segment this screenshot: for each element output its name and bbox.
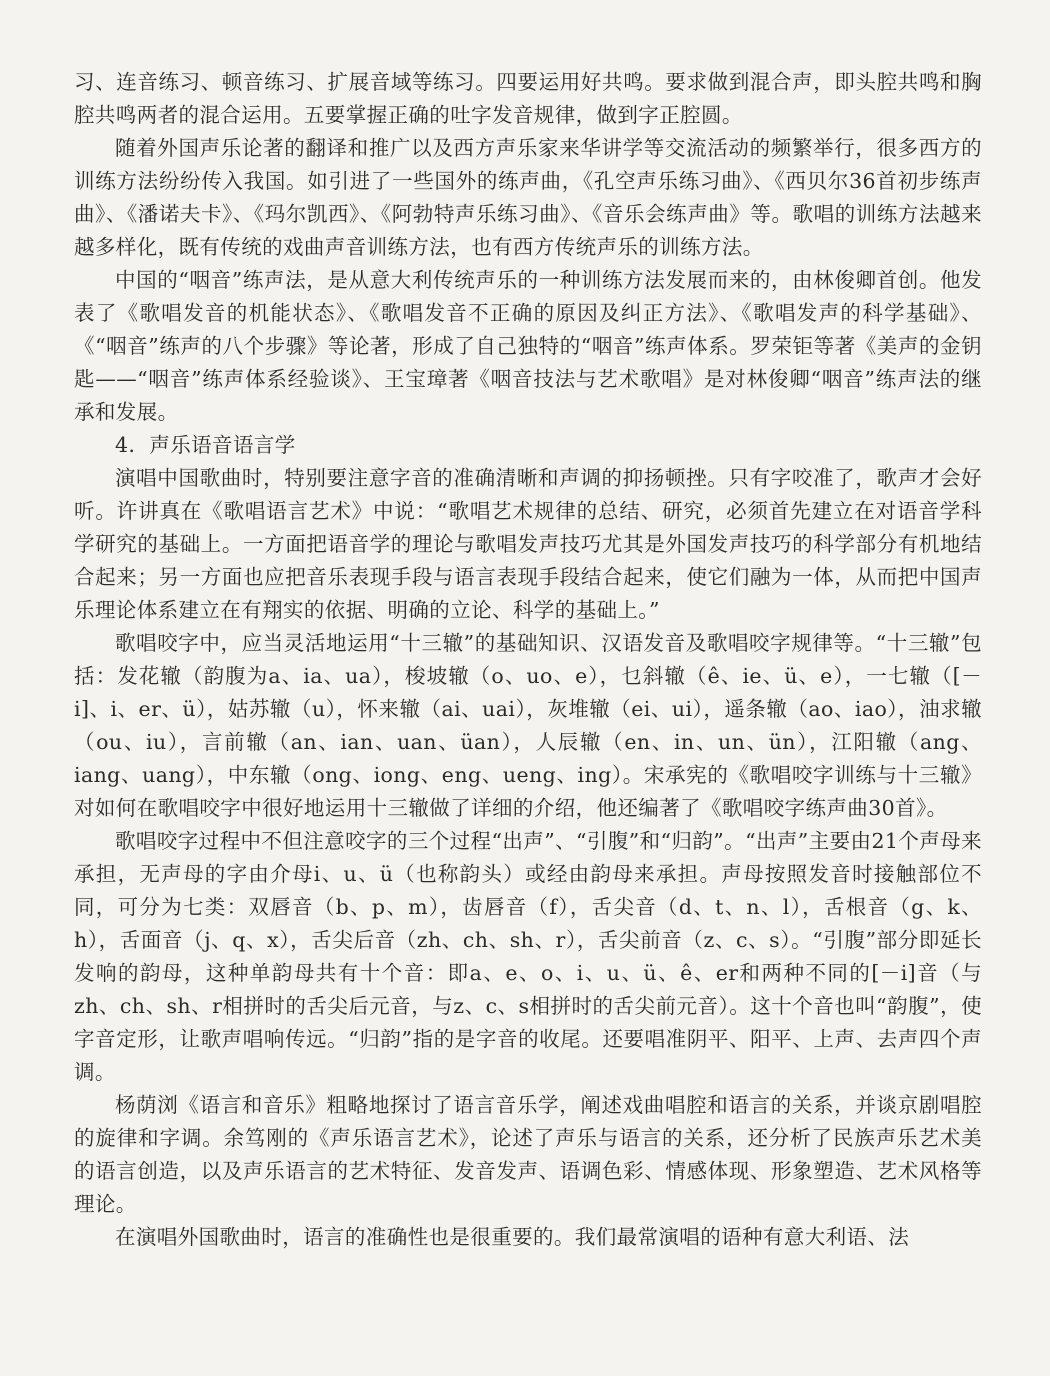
paragraph-chinese-songs: 演唱中国歌曲时，特别要注意字音的准确清晰和声调的抑扬顿挫。只有字咬准了，歌声才会好听。许讲真在《歌唱语言艺术》中说：“歌唱艺术规律的总结、研究，必须首先建立在对语音学科学研究的基础上。一方面把语音学的理论与歌唱发声技巧尤其是外国发声技巧的科学部分有机地结合起来；另一方面也应把音乐表现手段与语言表现手段结合起来，使它们融为一体，从而把中国声乐理论体系建立在有翔实的依据、明确的立论、科学的基础上。”: [74, 466, 982, 622]
section-heading: 4．声乐语音语言学: [115, 433, 296, 457]
paragraph-foreign-songs: 在演唱外国歌曲时，语言的准确性也是很重要的。我们最常演唱的语种有意大利语、法: [115, 1225, 910, 1249]
paragraph-western-methods: 随着外国声乐论著的翻译和推广以及西方声乐家来华讲学等交流活动的频繁举行，很多西方的训练方法纷纷传入我国。如引进了一些国外的练声曲，《孔空声乐练习曲》、《西贝尔36首初步练声曲》、《潘诺夫卡》、《玛尔凯西》、《阿勃特声乐练习曲》、《音乐会练声曲》等。歌唱的训练方法越来越多样化，既有传统的戏曲声音训练方法，也有西方传统声乐的训练方法。: [74, 136, 982, 259]
body-text: [74, 66, 982, 1254]
paragraph-language-music: 杨荫浏《语言和音乐》粗略地探讨了语言音乐学，阐述戏曲唱腔和语言的关系，并谈京剧唱腔的旋律和字调。余笃刚的《声乐语言艺术》，论述了声乐与语言的关系，还分析了民族声乐艺术美的语言创造，以及声乐语言的艺术特征、发音发声、语调色彩、情感体现、形象塑造、艺术风格等理论。: [74, 1093, 982, 1216]
paragraph-pharyngeal-method: 中国的“咽音”练声法，是从意大利传统声乐的一种训练方法发展而来的，由林俊卿首创。他发表了《歌唱发音的机能状态》、《歌唱发音不正确的原因及纠正方法》、《歌唱发声的科学基础》、《“咽音”练声的八个步骤》等论著，形成了自己独特的“咽音”练声体系。罗荣钜等著《美声的金钥匙——“咽音”练声体系经验谈》、王宝璋著《咽音技法与艺术歌唱》是对林俊卿“咽音”练声法的继承和发展。: [74, 268, 982, 424]
paragraph-articulation-process: 歌唱咬字过程中不但注意咬字的三个过程“出声”、“引腹”和“归韵”。“出声”主要由21个声母来承担，无声母的字由介母i、u、ü（也称韵头）或经由韵母来承担。声母按照发音时接触部位不同，可分为七类：双唇音（b、p、m），齿唇音（f），舌尖音（d、t、n、l），舌根音（g、k、h），舌面音（j、q、x），舌尖后音（zh、ch、sh、r），舌尖前音（z、c、s）。“引腹”部分即延长发响的韵母，这种单韵母共有十个音：即a、e、o、i、u、ü、ê、er和两种不同的[－i]音（与zh、ch、sh、r相拼时的舌尖后元音，与z、c、s相拼时的舌尖前元音）。这十个音也叫“韵腹”，使字音定形，让歌声唱响传远。“归韵”指的是字音的收尾。还要唱准阴平、阳平、上声、去声四个声调。: [74, 829, 983, 1084]
paragraph-thirteen-rhymes: 歌唱咬字中，应当灵活地运用“十三辙”的基础知识、汉语发音及歌唱咬字规律等。“十三辙”包括：发花辙（韵腹为a、ia、ua），梭坡辙（o、uo、e），乜斜辙（ê、ie、ü、e），一七辙（[－i]、i、er、ü），姑苏辙（u），怀来辙（ai、uai），灰堆辙（ei、ui），遥条辙（ao、iao），油求辙（ou、iu），言前辙（an、ian、uan、üan），人辰辙（en、in、un、ün），江阳辙（ang、iang、uang），中东辙（ong、iong、eng、ueng、ing）。宋承宪的《歌唱咬字训练与十三辙》对如何在歌唱咬字中很好地运用十三辙做了详细的介绍，他还编著了《歌唱咬字练声曲30首》。: [74, 631, 982, 820]
paragraph-continuation: 习、连音练习、顿音练习、扩展音域等练习。四要运用好共鸣。要求做到混合声，即头腔共鸣和胸腔共鸣两者的混合运用。五要掌握正确的吐字发音规律，做到字正腔圆。: [74, 70, 982, 127]
